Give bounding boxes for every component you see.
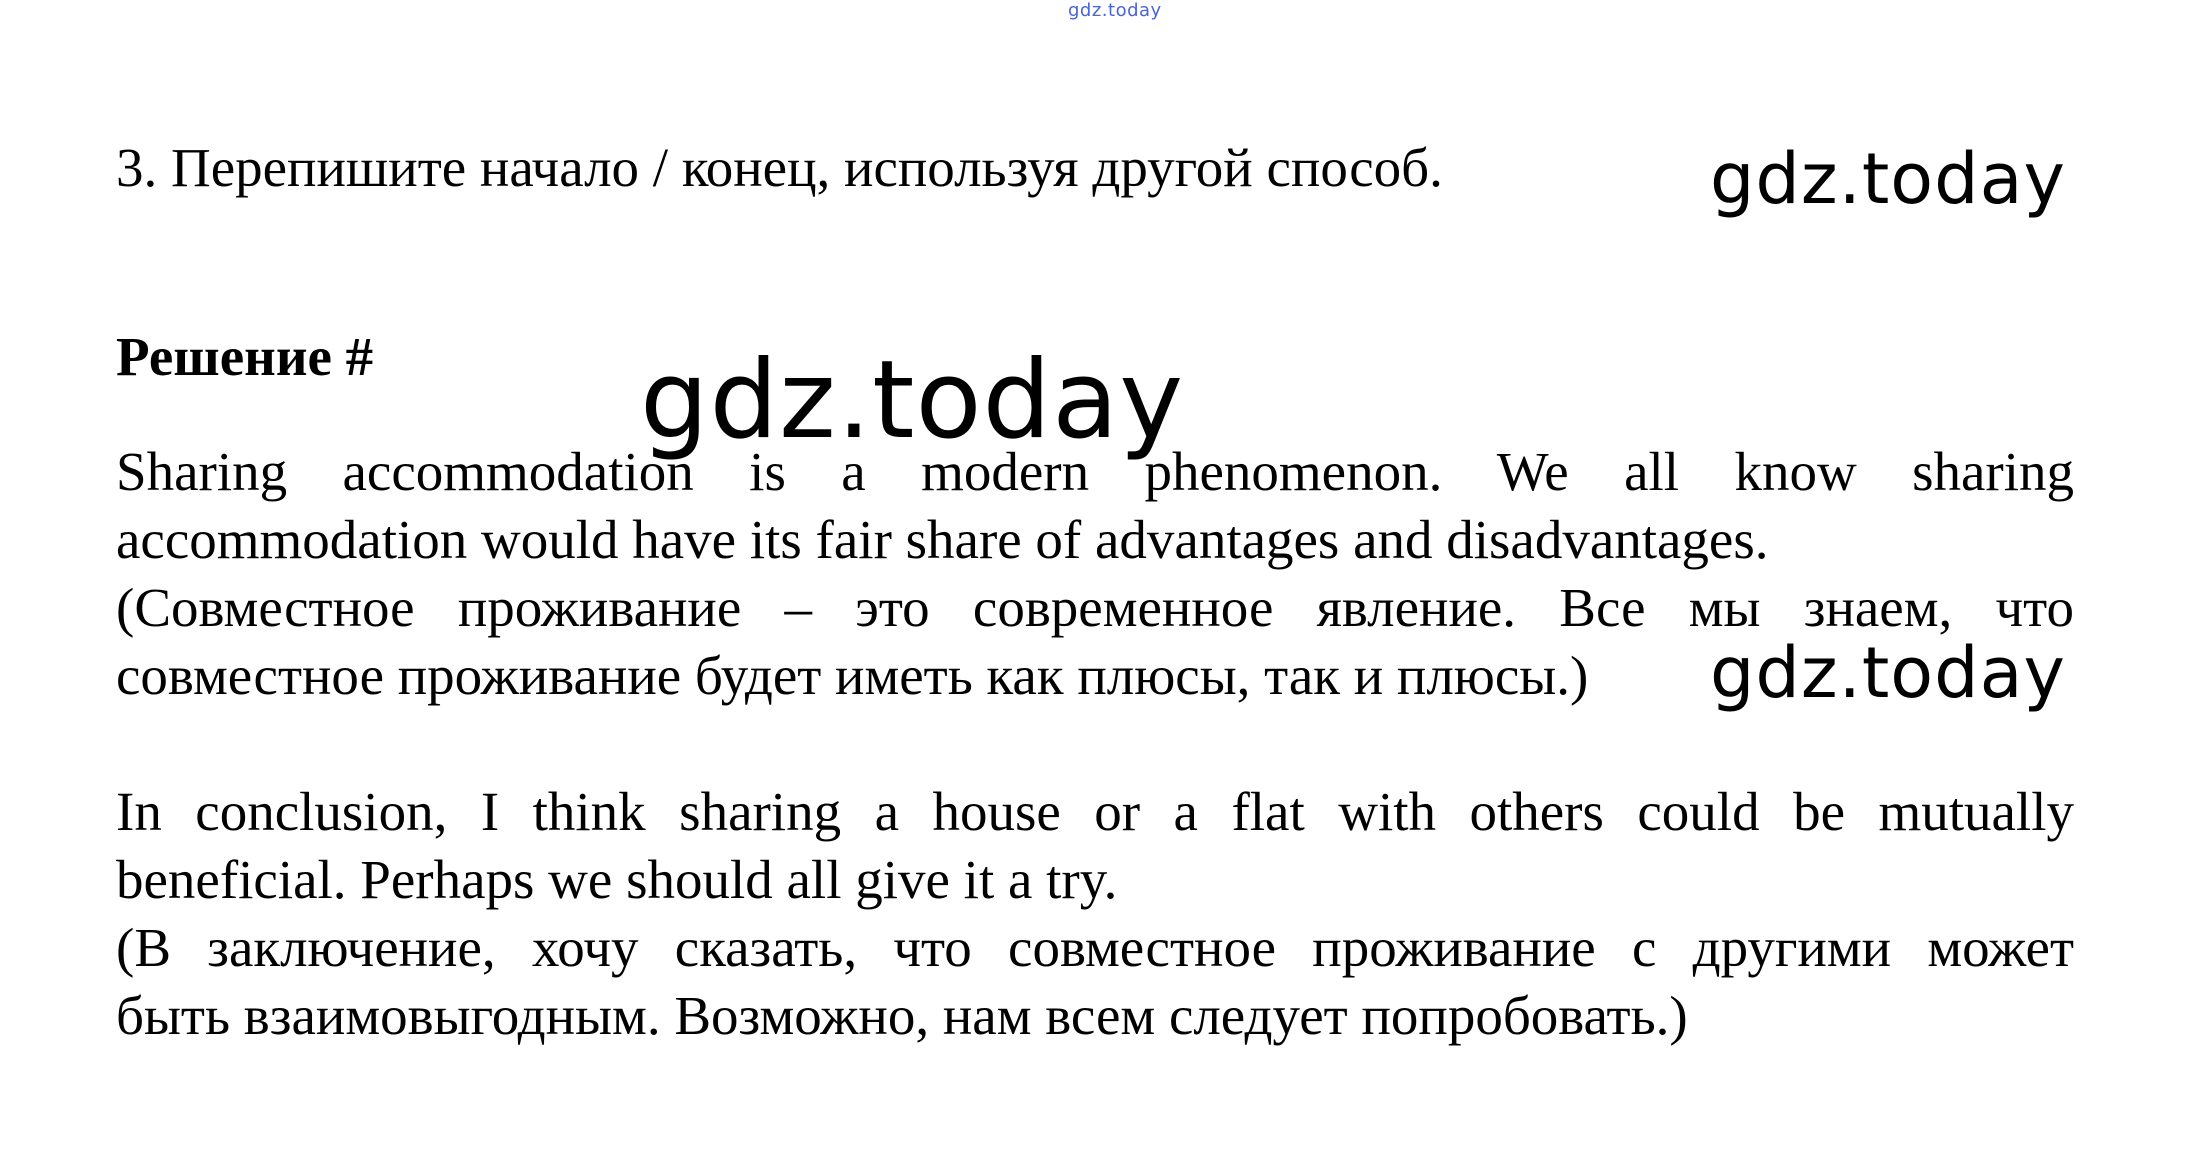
text-line: beneficial. Perhaps we should all give it a try. (116, 849, 1118, 910)
text-line: Sharing accommodation is a modern phenomenon. We all know sharing (116, 441, 2074, 502)
text-line: совместное проживание будет иметь как плюсы, так и плюсы.) (116, 645, 1589, 706)
solution-heading: Решение # (116, 326, 374, 387)
text-line: (Совместное проживание – это современное явление. Все мы знаем, что (116, 577, 2074, 638)
watermark-center: gdz.today (640, 338, 1185, 463)
text-line: accommodation would have its fair share of advantages and disadvantages. (116, 509, 1769, 570)
text-line: In conclusion, I think sharing a house or a flat with others could be mutually (116, 781, 2074, 842)
task-text: 3. Перепишите начало / конец, используя другой способ. (116, 137, 1443, 198)
text-line: быть взаимовыгодным. Возможно, нам всем следует попробовать.) (116, 985, 1688, 1046)
text-line: (В заключение, хочу сказать, что совместное проживание с другими может (116, 917, 2074, 978)
solution-paragraph-conclusion (116, 778, 2074, 1050)
watermark-top: gdz.today (1068, 0, 1162, 21)
watermark-right-lower: gdz.today (1710, 632, 2066, 714)
watermark-right-upper: gdz.today (1710, 138, 2066, 220)
